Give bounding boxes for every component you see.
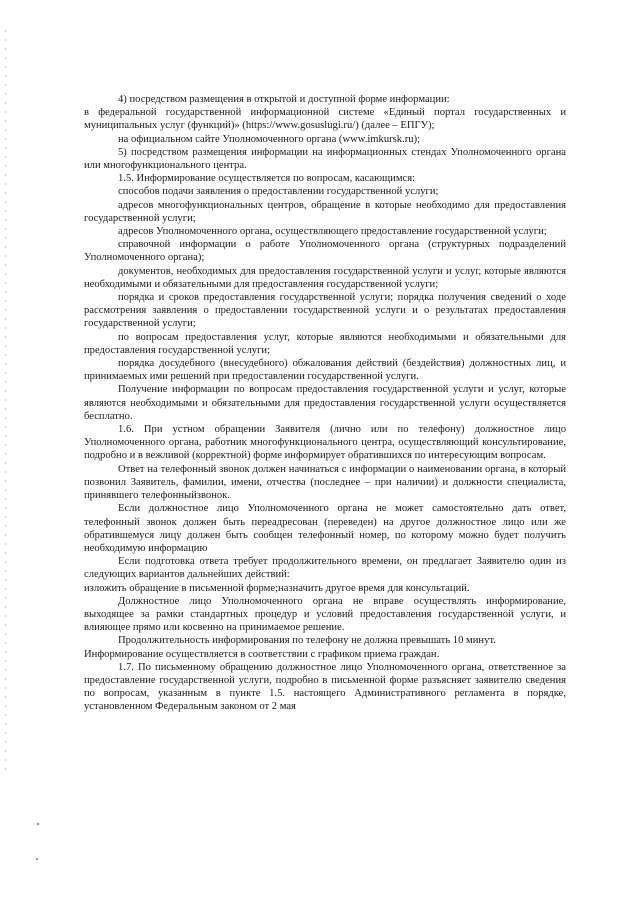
paragraph-schedule: Информирование осуществляется в соответствии с графиком приема граждан. bbox=[84, 648, 440, 660]
paragraph-official-site: на официальном сайте Уполномоченного органа (www.imkursk.ru); bbox=[118, 133, 421, 145]
paragraph-phone-duration: Продолжительность информирования по телефону не должна превышать 10 минут. bbox=[118, 635, 496, 647]
paragraph-authority-addresses: адресов Уполномоченного органа, осуществляющего предоставление государственной услуги; bbox=[118, 226, 547, 238]
paragraph-call-redirect: Если должностное лицо Уполномоченного органа не может самостоятельно дать ответ, телефонный звонок должен быть переадресован (переведен) на другое должностное лицо или же обратившемуся лицу должен быть сообщен телефонный номер, по которому можно будет получить необходимую информацию bbox=[84, 503, 566, 554]
paragraph-submission-methods: способов подачи заявления о предоставлении государственной услуги; bbox=[118, 186, 439, 198]
paragraph-long-preparation: Если подготовка ответа требует продолжительного времени, он предлагает Заявителю один из следующих вариантов дальнейших действий: bbox=[84, 556, 566, 581]
paragraph-reference-info: справочной информации о работе Уполномоченного органа (структурных подразделений Уполномоченного органа); bbox=[84, 239, 566, 264]
scan-speck bbox=[36, 858, 38, 860]
paragraph-procedure-terms: порядка и сроков предоставления государственной услуги; порядка получения сведений о ходе рассмотрения заявления о предоставлении государственной услуги и о результатах предоставления государственной услуги; bbox=[84, 292, 566, 330]
document-page bbox=[84, 93, 566, 714]
paragraph-epgu: в федеральной государственной информационной системе «Единый портал государственных и муниципальных услуг (функций)» (https://www.gosuslugi.ru/) (далее – ЕПГУ); bbox=[84, 107, 566, 132]
paragraph-options: изложить обращение в письменной форме;назначить другое время для консультаций. bbox=[84, 582, 470, 594]
scan-margin-artifact bbox=[5, 30, 6, 770]
paragraph-item-5: 5) посредством размещения информации на информационных стендах Уполномоченного органа или многофункционального центра. bbox=[84, 146, 566, 172]
section-1-7-written-request: 1.7. По письменному обращению должностное лицо Уполномоченного органа, ответственное за предоставление государственной услуги, подробно в письменной форме разъясняет заявителю сведения по вопросам, указанным в пункте 1.5. настоящего Административного регламента в порядке, установленном Федеральным законом от 2 мая bbox=[84, 661, 566, 713]
paragraph-appeal-procedure: порядка досудебного (внесудебного) обжалования действий (бездействия) должностных лиц, и принимаемых ими решений при предоставлении государственной услуги. bbox=[84, 358, 566, 383]
paragraph-phone-answer: Ответ на телефонный звонок должен начинаться с информации о наименовании органа, в который позвонил Заявитель, фамилии, имени, отчества (последнее – при наличии) и должности специалиста, принявшего телефонныйзвонок. bbox=[84, 463, 566, 502]
section-1-6-oral-request: 1.6. При устном обращении Заявителя (лично или по телефону) должностное лицо Уполномоченного органа, работник многофункционального центра, осуществляющий консультирование, подробно и в вежливой (корректной) форме информирует обратившихся по интересующим вопросам. bbox=[84, 424, 566, 462]
paragraph-free-of-charge: Получение информации по вопросам предоставления государственной услуги и услуг, которые являются необходимыми и обязательными для предоставления государственной услуги осуществляется бесплатно. bbox=[84, 384, 566, 422]
paragraph-mfc-addresses: адресов многофункциональных центров, обращение в которые необходимо для предоставления государственной услуги; bbox=[84, 199, 566, 224]
paragraph-item-4: 4) посредством размещения в открытой и доступной форме информации: bbox=[118, 94, 450, 105]
paragraph-required-services: по вопросам предоставления услуг, которые являются необходимыми и обязательными для предоставления государственной услуги; bbox=[84, 331, 566, 356]
paragraph-restrictions: Должностное лицо Уполномоченного органа не вправе осуществлять информирование, выходящее за рамки стандартных процедур и условий предоставления государственной услуги, и влияющее прямо или косвенно на принимаемое решение. bbox=[84, 595, 566, 634]
paragraph-documents: документов, необходимых для предоставления государственной услуги и услуг, которые являются необходимыми и обязательными для предоставления государственной услуги; bbox=[84, 265, 566, 290]
scan-speck bbox=[37, 823, 39, 825]
section-1-5-heading: 1.5. Информирование осуществляется по вопросам, касающимся: bbox=[118, 173, 416, 185]
